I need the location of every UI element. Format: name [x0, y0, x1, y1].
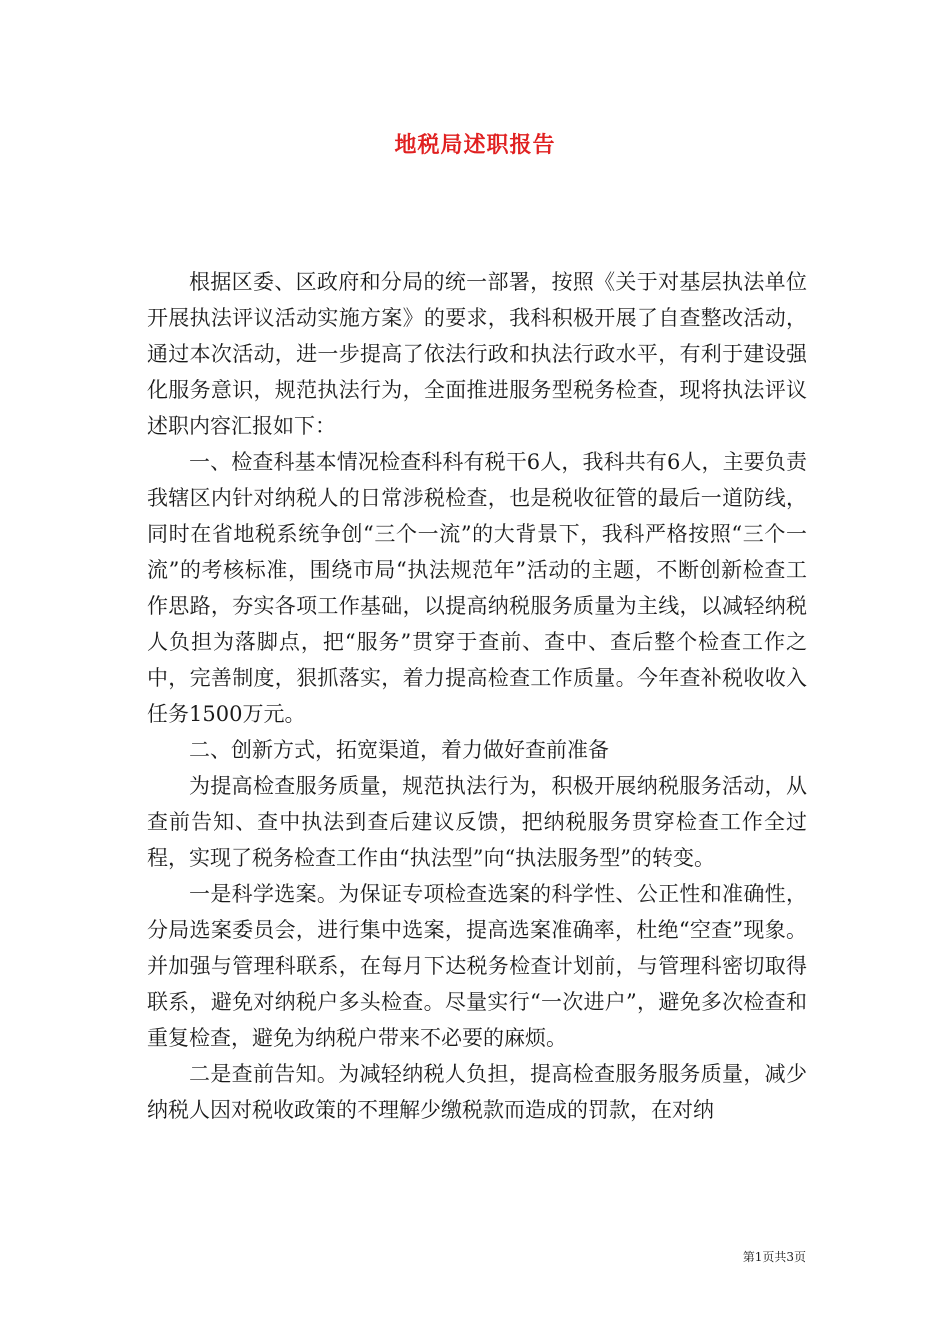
paragraph-section-2-heading: 二、创新方式，拓宽渠道，着力做好查前准备: [189, 738, 609, 762]
paragraph-point-2: 二是查前告知。为减轻纳税人负担，提高检查服务服务质量，减少纳税人因对税收政策的不理解少缴税款而造成的罚款，在对纳: [147, 1062, 807, 1122]
page-number: 第1页共3页: [742, 1250, 806, 1264]
document-body: [147, 264, 807, 1128]
paragraph-point-1: 一是科学选案。为保证专项检查选案的科学性、公正性和准确性，分局选案委员会，进行集中选案，提高选案准确率，杜绝“空查”现象。并加强与管理科联系，在每月下达税务检查计划前，与管理科密切取得联系，避免对纳税户多头检查。尽量实行“一次进户”，避免多次检查和重复检查，避免为纳税户带来不必要的麻烦。: [147, 882, 807, 1050]
paragraph-intro: 根据区委、区政府和分局的统一部署，按照《关于对基层执法单位开展执法评议活动实施方案》的要求，我科积极开展了自查整改活动，通过本次活动，进一步提高了依法行政和执法行政水平，有利于建设强化服务意识，规范执法行为，全面推进服务型税务检查，现将执法评议述职内容汇报如下：: [147, 270, 807, 438]
paragraph-section-2-body: 为提高检查服务质量，规范执法行为，积极开展纳税服务活动，从查前告知、查中执法到查后建议反馈，把纳税服务贯穿检查工作全过程，实现了税务检查工作由“执法型”向“执法服务型”的转变。: [147, 774, 807, 870]
paragraph-section-1: 一、检查科基本情况检查科科有税干6人，我科共有6人，主要负责我辖区内针对纳税人的日常涉税检查，也是税收征管的最后一道防线，同时在省地税系统争创“三个一流”的大背景下，我科严格按照“三个一流”的考核标准，围绕市局“执法规范年”活动的主题，不断创新检查工作思路，夯实各项工作基础，以提高纳税服务质量为主线，以减轻纳税人负担为落脚点，把“服务”贯穿于查前、查中、查后整个检查工作之中，完善制度，狠抓落实，着力提高检查工作质量。今年查补税收收入任务1500万元。: [147, 450, 807, 726]
document-title: 地税局述职报告: [394, 132, 556, 158]
